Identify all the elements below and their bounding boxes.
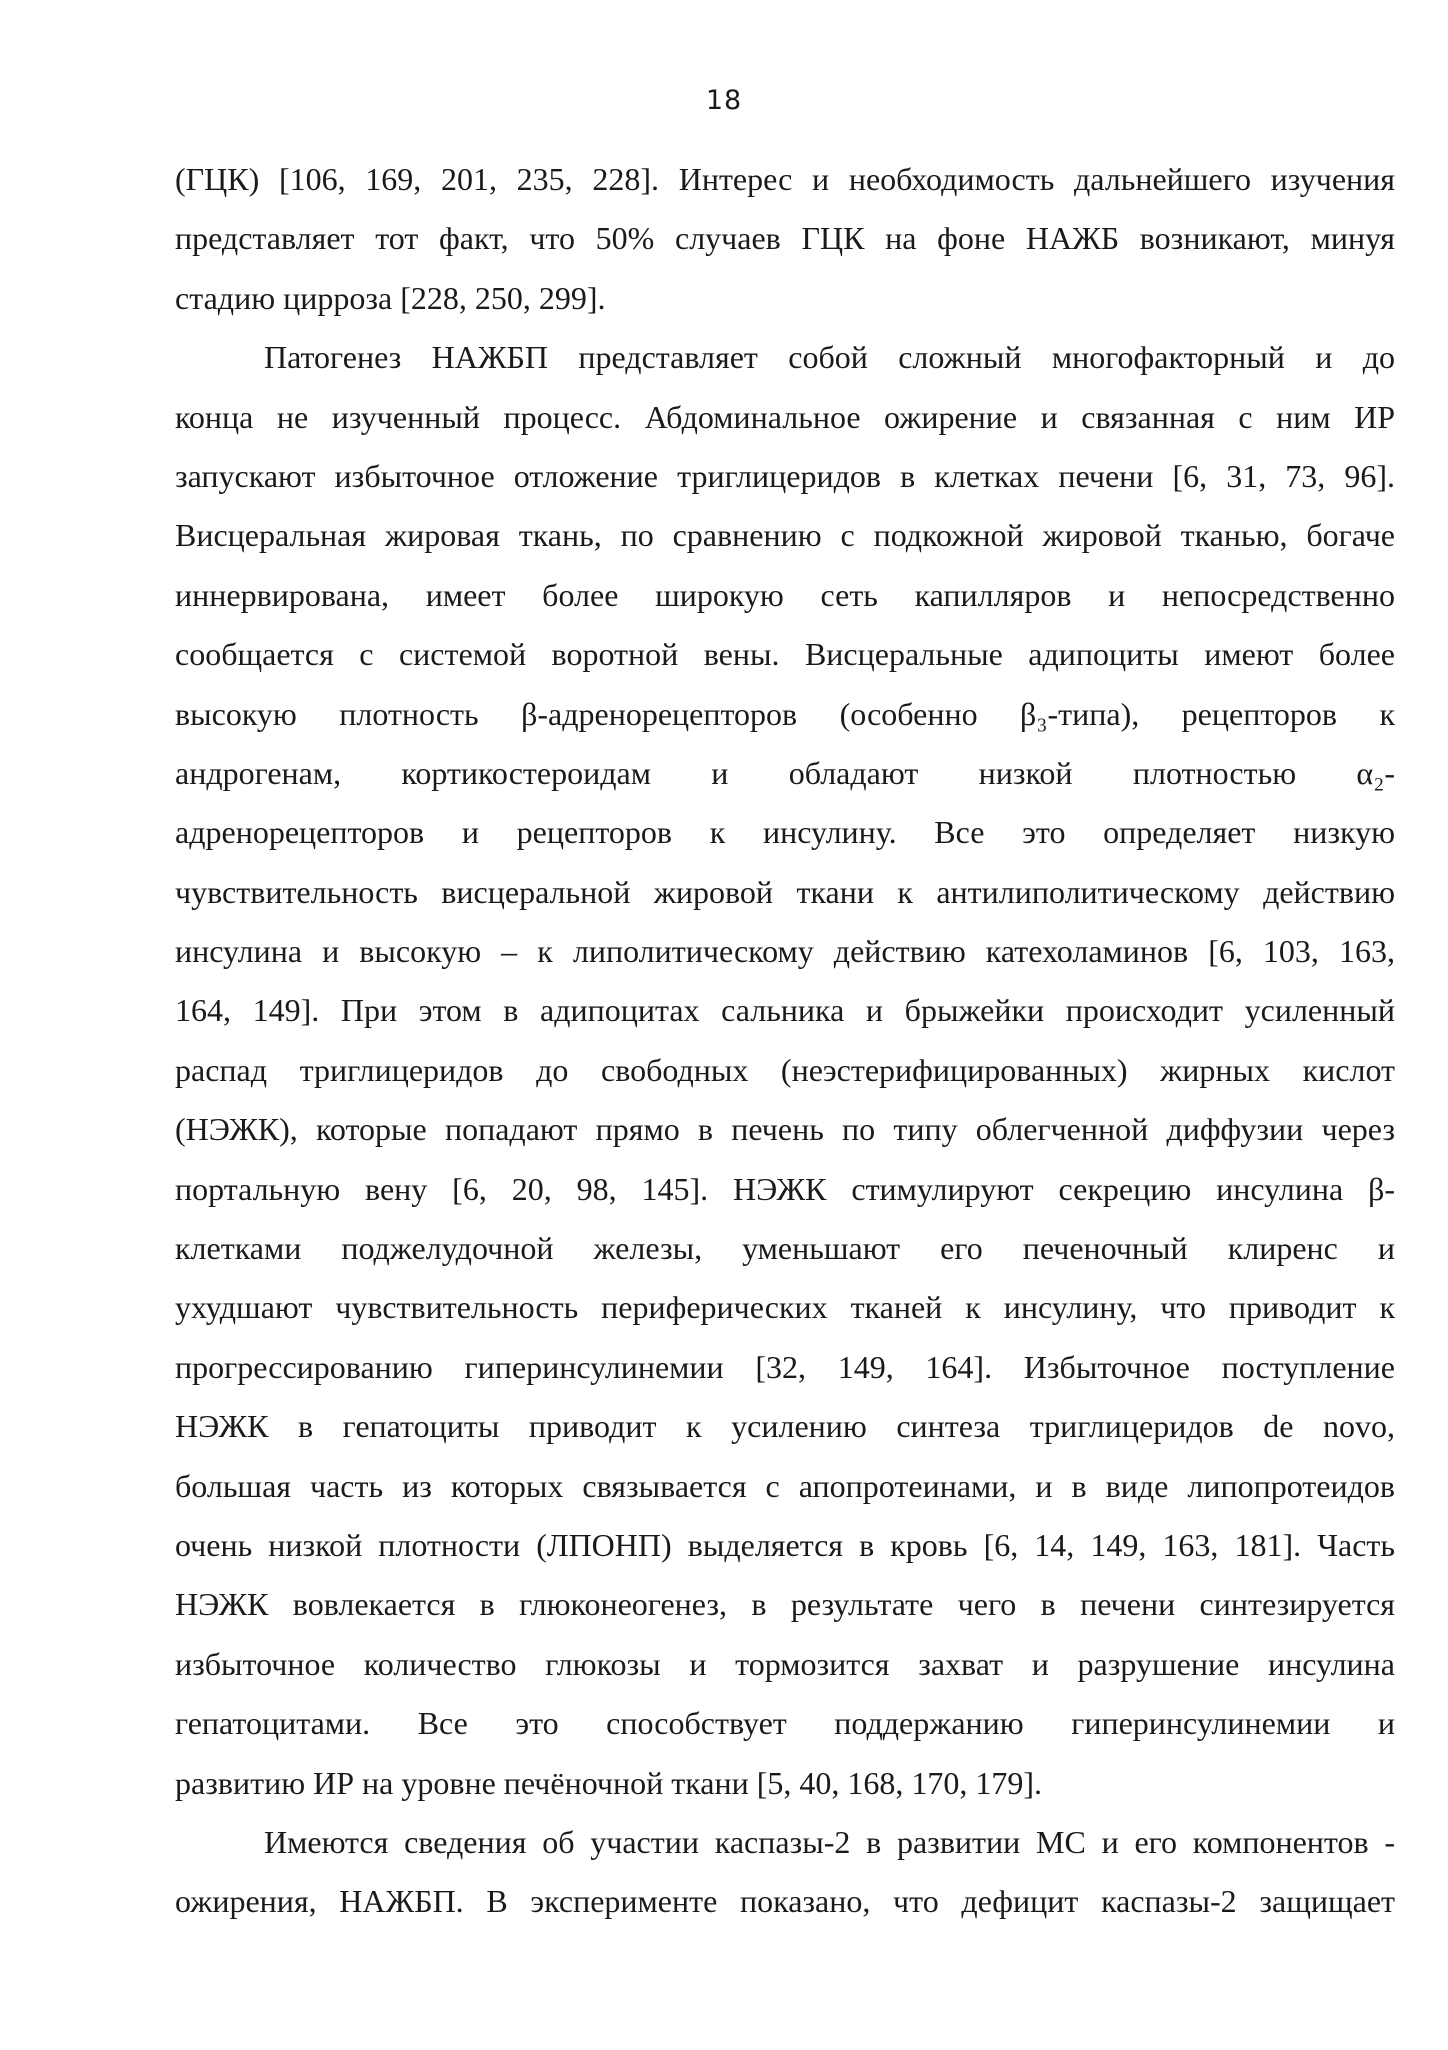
text-line: ожирения, НАЖБП. В эксперименте показано, что дефицит каспазы-2 защищает: [175, 1883, 1395, 1920]
text-line: конца не изученный процесс. Абдоминальное ожирение и связанная с ним ИР: [175, 398, 1395, 435]
text-line: гепатоцитами. Все это способствует поддержанию гиперинсулинемии и: [175, 1705, 1395, 1742]
text-line: прогрессированию гиперинсулинемии [32, 149, 164]. Избыточное поступление: [175, 1348, 1395, 1385]
text-line: развитию ИР на уровне печёночной ткани [5, 40, 168, 170, 179].: [175, 1764, 1043, 1801]
text-line: избыточное количество глюкозы и тормозится захват и разрушение инсулина: [175, 1645, 1395, 1682]
text-line: 164, 149]. При этом в адипоцитах сальника и брыжейки происходит усиленный: [175, 992, 1395, 1029]
text-line: запускают избыточное отложение триглицеридов в клетках печени [6, 31, 73, 96].: [175, 457, 1395, 494]
page-number: 18: [705, 85, 743, 116]
text-line: андрогенам, кортикостероидам и обладают низкой плотностью α₂-: [175, 754, 1395, 791]
text-line: очень низкой плотности (ЛПОНП) выделяется в кровь [6, 14, 149, 163, 181]. Часть: [175, 1526, 1395, 1563]
text-line: ухудшают чувствительность периферических тканей к инсулину, что приводит к: [175, 1289, 1395, 1326]
text-line: НЭЖК в гепатоциты приводит к усилению синтеза триглицеридов de novo,: [175, 1408, 1395, 1445]
text-line: инсулина и высокую – к липолитическому действию катехоламинов [6, 103, 163,: [175, 933, 1395, 970]
body-text: [175, 150, 1395, 1932]
text-line: портальную вену [6, 20, 98, 145]. НЭЖК стимулируют секрецию инсулина β-: [175, 1170, 1395, 1207]
text-line: Имеются сведения об участии каспазы-2 в развитии МС и его компонентов -: [264, 1823, 1395, 1860]
text-line: НЭЖК вовлекается в глюконеогенез, в результате чего в печени синтезируется: [175, 1586, 1395, 1623]
text-line: высокую плотность β-адренорецепторов (особенно β₃-типа), рецепторов к: [175, 695, 1395, 732]
text-line: (ГЦК) [106, 169, 201, 235, 228]. Интерес и необходимость дальнейшего изучения: [175, 161, 1395, 197]
text-line: распад триглицеридов до свободных (неэстерифицированных) жирных кислот: [175, 1051, 1395, 1088]
text-line: чувствительность висцеральной жировой ткани к антилиполитическому действию: [175, 873, 1395, 910]
text-line: сообщается с системой воротной вены. Висцеральные адипоциты имеют более: [175, 636, 1395, 673]
text-line: представляет тот факт, что 50% случаев ГЦК на фоне НАЖБ возникают, минуя: [175, 220, 1395, 257]
text-line: адренорецепторов и рецепторов к инсулину. Все это определяет низкую: [175, 814, 1395, 851]
text-line: стадию цирроза [228, 250, 299].: [175, 279, 606, 316]
text-line: большая часть из которых связывается с апопротеинами, и в виде липопротеидов: [175, 1467, 1395, 1504]
text-line: клетками поджелудочной железы, уменьшают его печеночный клиренс и: [175, 1230, 1395, 1267]
text-line: иннервирована, имеет более широкую сеть капилляров и непосредственно: [175, 576, 1395, 613]
text-line: Патогенез НАЖБП представляет собой сложный многофакторный и до: [264, 339, 1395, 376]
text-line: Висцеральная жировая ткань, по сравнению с подкожной жировой тканью, богаче: [175, 517, 1395, 554]
text-line: (НЭЖК), которые попадают прямо в печень по типу облегченной диффузии через: [175, 1111, 1395, 1148]
